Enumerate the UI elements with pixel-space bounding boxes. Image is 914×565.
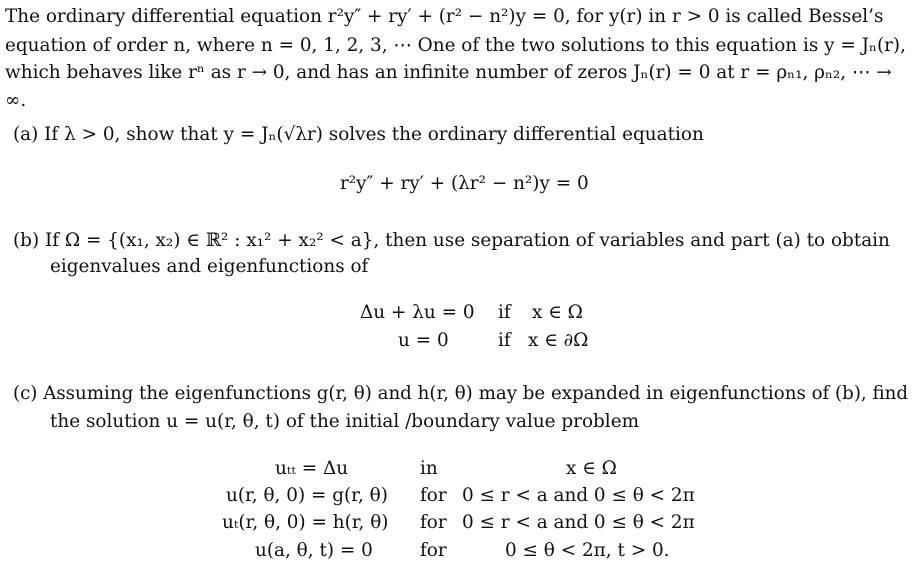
part-c-row-1-lhs: uₜₜ = Δu: [275, 458, 349, 479]
part-c-row-3-cond: for: [420, 512, 447, 533]
intro-line-1: The ordinary differential equation r²y″ + ry′ + (r² − n²)y = 0, for y(r) in r > 0 is called Bessel’s: [5, 6, 884, 27]
part-a-text: (a) If λ > 0, show that y = Jₙ(√λr) solves the ordinary differential equation: [13, 124, 704, 145]
part-b-line-2: eigenvalues and eigenfunctions of: [50, 256, 369, 277]
part-c-row-4-cond: for: [420, 540, 447, 561]
part-c-row-2-cond: for: [420, 485, 447, 506]
part-b-row-2-domain: x ∈ ∂Ω: [528, 330, 589, 351]
part-c-row-1-cond: in: [420, 458, 438, 479]
part-c-row-1-domain: x ∈ Ω: [566, 458, 617, 479]
part-c-row-3-domain: 0 ≤ r < a and 0 ≤ θ < 2π: [462, 512, 695, 533]
part-c-row-2-lhs: u(r, θ, 0) = g(r, θ): [226, 485, 388, 506]
intro-line-4: ∞.: [5, 90, 27, 111]
part-b-row-1-cond: if: [498, 302, 511, 323]
part-b-line-1: (b) If Ω = {(x₁, x₂) ∈ ℝ² : x₁² + x₂² < a}, then use separation of variables and part (a) to obtain: [13, 230, 890, 251]
part-c-line-1: (c) Assuming the eigenfunctions g(r, θ) and h(r, θ) may be expanded in eigenfunctions of (b), find: [13, 383, 909, 404]
intro-line-2: equation of order n, where n = 0, 1, 2, 3, ⋯ One of the two solutions to this equation is y = Jₙ(r),: [5, 35, 906, 56]
part-b-row-2-lhs: u = 0: [398, 330, 449, 351]
part-c-row-2-domain: 0 ≤ r < a and 0 ≤ θ < 2π: [462, 485, 695, 506]
part-a-equation: r²y″ + ry′ + (λr² − n²)y = 0: [340, 173, 589, 194]
part-b-row-1-lhs: Δu + λu = 0: [360, 302, 475, 323]
part-c-row-4-domain: 0 ≤ θ < 2π, t > 0.: [505, 540, 670, 561]
part-c-row-4-lhs: u(a, θ, t) = 0: [255, 540, 373, 561]
part-c-line-2: the solution u = u(r, θ, t) of the initial /boundary value problem: [50, 411, 640, 432]
part-b-row-1-domain: x ∈ Ω: [532, 302, 583, 323]
intro-line-3: which behaves like rⁿ as r → 0, and has an infinite number of zeros Jₙ(r) = 0 at r = ρₙ₁, ρₙ₂, ⋯ →: [5, 62, 892, 83]
part-c-row-3-lhs: uₜ(r, θ, 0) = h(r, θ): [222, 512, 389, 533]
part-b-row-2-cond: if: [498, 330, 511, 351]
